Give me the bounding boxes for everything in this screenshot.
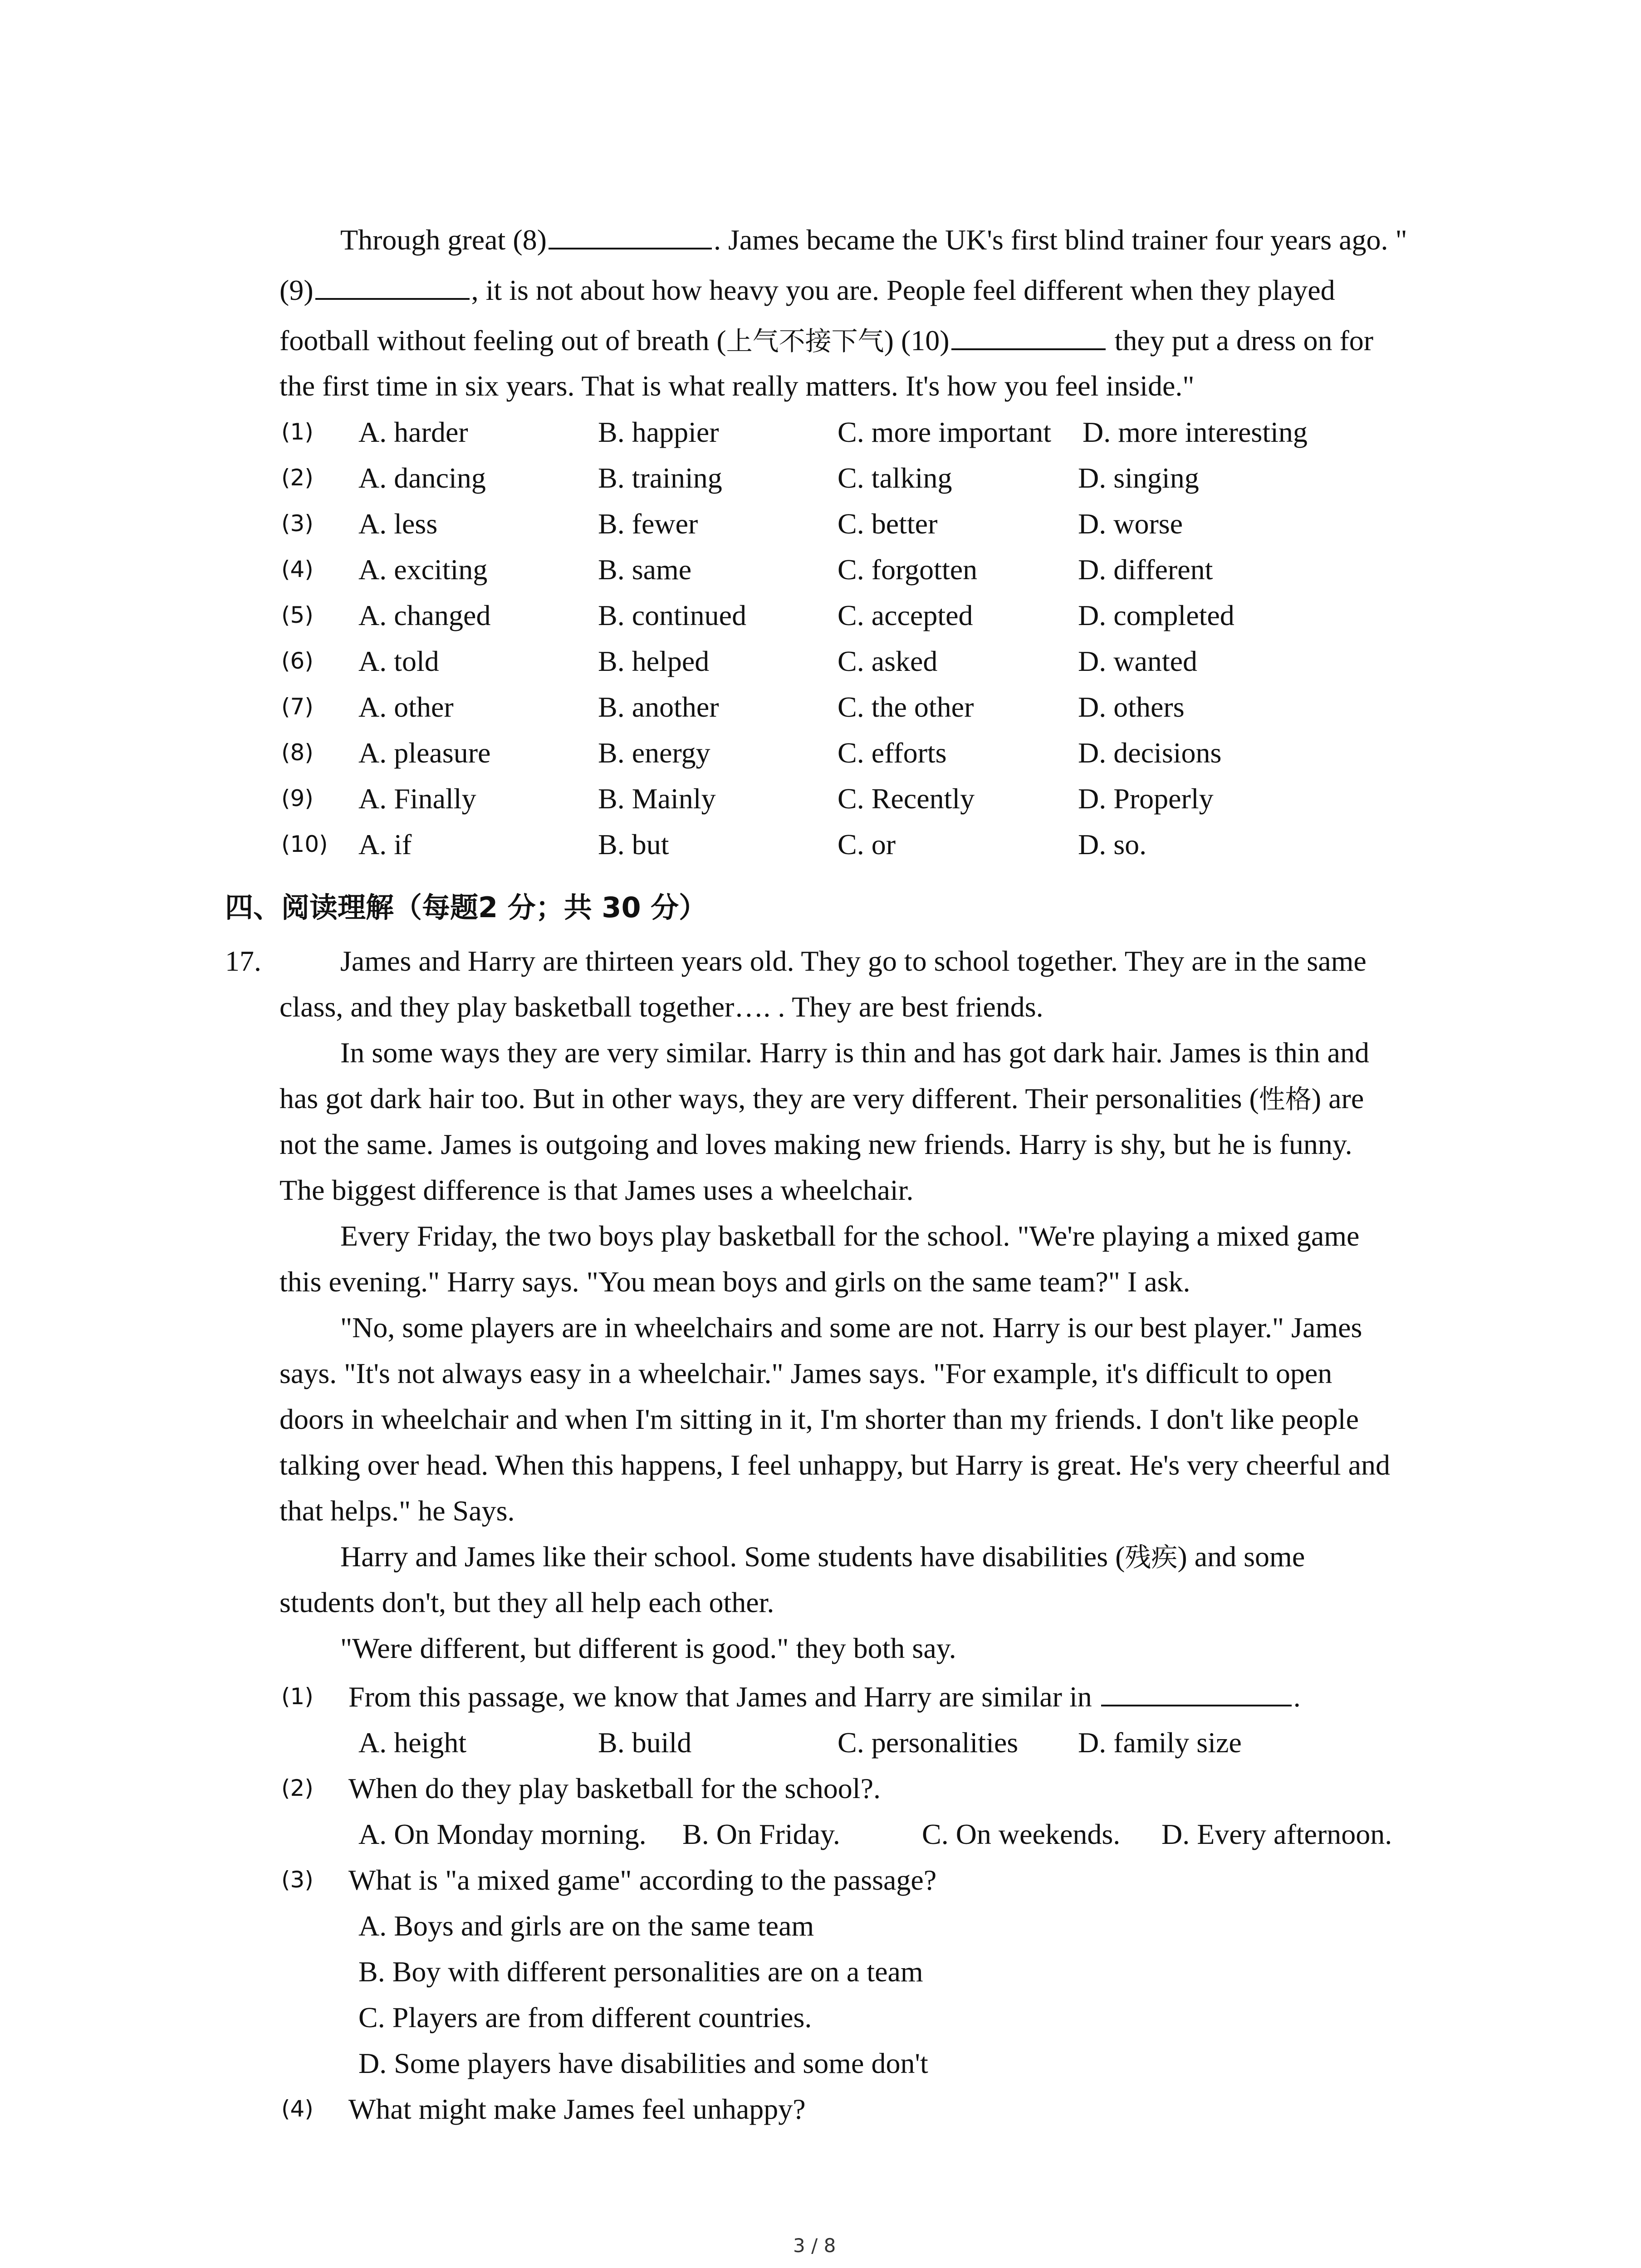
choice-number: (5) [281, 602, 314, 628]
reading-line [279, 1075, 1364, 1122]
question-text: When do they play basketball for the school?. [348, 1772, 881, 1804]
question-option: D. family size [1078, 1726, 1242, 1759]
choice-option: B. same [598, 553, 692, 586]
reading-line: James and Harry are thirteen years old. They go to school together. They are in the same [340, 945, 1367, 977]
choice-number: (10) [281, 831, 328, 857]
reading-line: Every Friday, the two boys play basketball for the school. "We're playing a mixed game [340, 1220, 1360, 1252]
question-option: C. personalities [838, 1726, 1019, 1759]
reading-line: students don't, but they all help each other. [279, 1586, 774, 1618]
reading-line: "Were different, but different is good." they both say. [340, 1632, 956, 1664]
question-text: What is "a mixed game" according to the passage? [348, 1864, 937, 1896]
choice-option: A. other [358, 691, 454, 723]
question-number: (1) [281, 1683, 314, 1710]
choice-number: (8) [281, 739, 314, 766]
passage-line [279, 318, 1373, 364]
reading-line: talking over head. When this happens, I feel unhappy, but Harry is great. He's very cheerful and [279, 1449, 1391, 1481]
question-number: (3) [281, 1867, 314, 1893]
answer-blank [1101, 1676, 1292, 1706]
choice-number: (9) [281, 785, 314, 811]
reading-line: this evening." Harry says. "You mean boys and girls on the same team?" I ask. [279, 1266, 1190, 1298]
question-line [348, 1674, 1301, 1720]
reading-text: ) and some [1177, 1540, 1305, 1573]
reading-line: In some ways they are very similar. Harry is thin and has got dark hair. James is thin and [340, 1036, 1369, 1069]
answer-blank [315, 269, 470, 300]
choice-option: B. helped [598, 645, 710, 677]
passage-text: (9) [279, 274, 314, 306]
reading-line: "No, some players are in wheelchairs and some are not. Harry is our best player." James [340, 1311, 1362, 1344]
choice-option: B. continued [598, 599, 747, 631]
reading-line: says. "It's not always easy in a wheelchair." James says. "For example, it's difficult to open [279, 1357, 1332, 1389]
choice-option: B. energy [598, 737, 710, 769]
question-text: From this passage, we know that James and Harry are similar in [348, 1681, 1092, 1713]
chinese-gloss: 上气不接下气 [726, 326, 884, 357]
passage-line [279, 267, 1335, 313]
question-option: A. On Monday morning. [358, 1818, 647, 1850]
choice-option: A. dancing [358, 462, 486, 494]
reading-line: The biggest difference is that James uses a wheelchair. [279, 1174, 914, 1206]
choice-option: D. Properly [1078, 782, 1214, 815]
choice-number: (6) [281, 648, 314, 674]
question-option: B. build [598, 1726, 692, 1759]
choice-option: A. less [358, 508, 438, 540]
question-option: C. Players are from different countries. [358, 2001, 812, 2033]
answer-blank [951, 319, 1106, 350]
choice-option: B. training [598, 462, 722, 494]
choice-number: (2) [281, 464, 314, 491]
reading-text: ) are [1311, 1082, 1364, 1114]
choice-number: (3) [281, 510, 314, 537]
passage-text: , it is not about how heavy you are. People feel different when they played [471, 274, 1335, 306]
choice-option: A. exciting [358, 553, 488, 586]
reading-text: Harry and James like their school. Some students have disabilities ( [340, 1540, 1125, 1573]
page-number: 3 / 8 [793, 2234, 836, 2257]
choice-option: C. accepted [838, 599, 973, 631]
choice-option: C. more important [838, 416, 1052, 448]
passage-line [279, 363, 1194, 409]
question-text: What might make James feel unhappy? [348, 2093, 806, 2125]
choice-option: C. asked [838, 645, 938, 677]
choice-number: (4) [281, 556, 314, 582]
choice-option: C. forgotten [838, 553, 978, 586]
passage-text: Through great (8) [340, 224, 547, 256]
choice-option: A. if [358, 828, 412, 860]
question-option: D. Every afternoon. [1161, 1818, 1392, 1850]
question-option: D. Some players have disabilities and some don't [358, 2047, 928, 2079]
choice-option: D. singing [1078, 462, 1199, 494]
question-option: B. Boy with different personalities are on a team [358, 1955, 923, 1988]
choice-option: C. Recently [838, 782, 975, 815]
question-number: (4) [281, 2096, 314, 2122]
passage-text: the first time in six years. That is what really matters. It's how you feel inside." [279, 370, 1195, 402]
answer-blank [549, 219, 712, 249]
choice-option: A. changed [358, 599, 491, 631]
choice-option: C. better [838, 508, 938, 540]
question-text: . [1293, 1681, 1301, 1713]
reading-text: has got dark hair too. But in other ways, they are very different. Their personalities ( [279, 1082, 1259, 1114]
question-option: A. height [358, 1726, 467, 1759]
choice-option: D. worse [1078, 508, 1183, 540]
choice-option: D. so. [1078, 828, 1147, 860]
choice-option: D. more interesting [1083, 416, 1308, 448]
reading-line: not the same. James is outgoing and loves making new friends. Harry is shy, but he is funny. [279, 1128, 1352, 1160]
choice-option: B. but [598, 828, 669, 860]
passage-text: ) (10) [884, 324, 950, 357]
section-heading: 四、阅读理解（每题2 分；共 30 分） [225, 891, 707, 924]
reading-line: that helps." he Says. [279, 1495, 515, 1527]
choice-option: C. or [838, 828, 896, 860]
passage-text: football without feeling out of breath ( [279, 324, 726, 357]
passage-text: . James became the UK's first blind trainer four years ago. " [713, 224, 1407, 256]
choice-option: A. pleasure [358, 737, 491, 769]
choice-option: A. harder [358, 416, 468, 448]
choice-number: (7) [281, 694, 314, 720]
choice-option: C. the other [838, 691, 974, 723]
choice-option: D. others [1078, 691, 1185, 723]
choice-option: D. different [1078, 553, 1213, 586]
reading-line [340, 1534, 1305, 1580]
choice-option: D. completed [1078, 599, 1234, 631]
choice-option: B. another [598, 691, 719, 723]
question-number: (2) [281, 1775, 314, 1801]
question-option: A. Boys and girls are on the same team [358, 1910, 814, 1942]
choice-option: B. Mainly [598, 782, 716, 815]
choice-option: D. wanted [1078, 645, 1198, 677]
question-option: C. On weekends. [922, 1818, 1121, 1850]
choice-option: C. efforts [838, 737, 947, 769]
question-option: B. On Friday. [682, 1818, 840, 1850]
choice-option: A. told [358, 645, 439, 677]
choice-option: D. decisions [1078, 737, 1222, 769]
passage-line [340, 217, 1407, 263]
choice-option: B. fewer [598, 508, 698, 540]
reading-line: class, and they play basketball together…. . They are best friends. [279, 991, 1043, 1023]
choice-number: (1) [281, 419, 314, 445]
question-number: 17. [225, 945, 261, 977]
choice-option: C. talking [838, 462, 952, 494]
choice-option: B. happier [598, 416, 719, 448]
reading-line: doors in wheelchair and when I'm sitting in it, I'm shorter than my friends. I don't like people [279, 1403, 1359, 1435]
choice-option: A. Finally [358, 782, 476, 815]
chinese-gloss: 残疾 [1125, 1542, 1178, 1573]
chinese-gloss: 性格 [1259, 1084, 1312, 1114]
passage-text: they put a dress on for [1107, 324, 1374, 357]
